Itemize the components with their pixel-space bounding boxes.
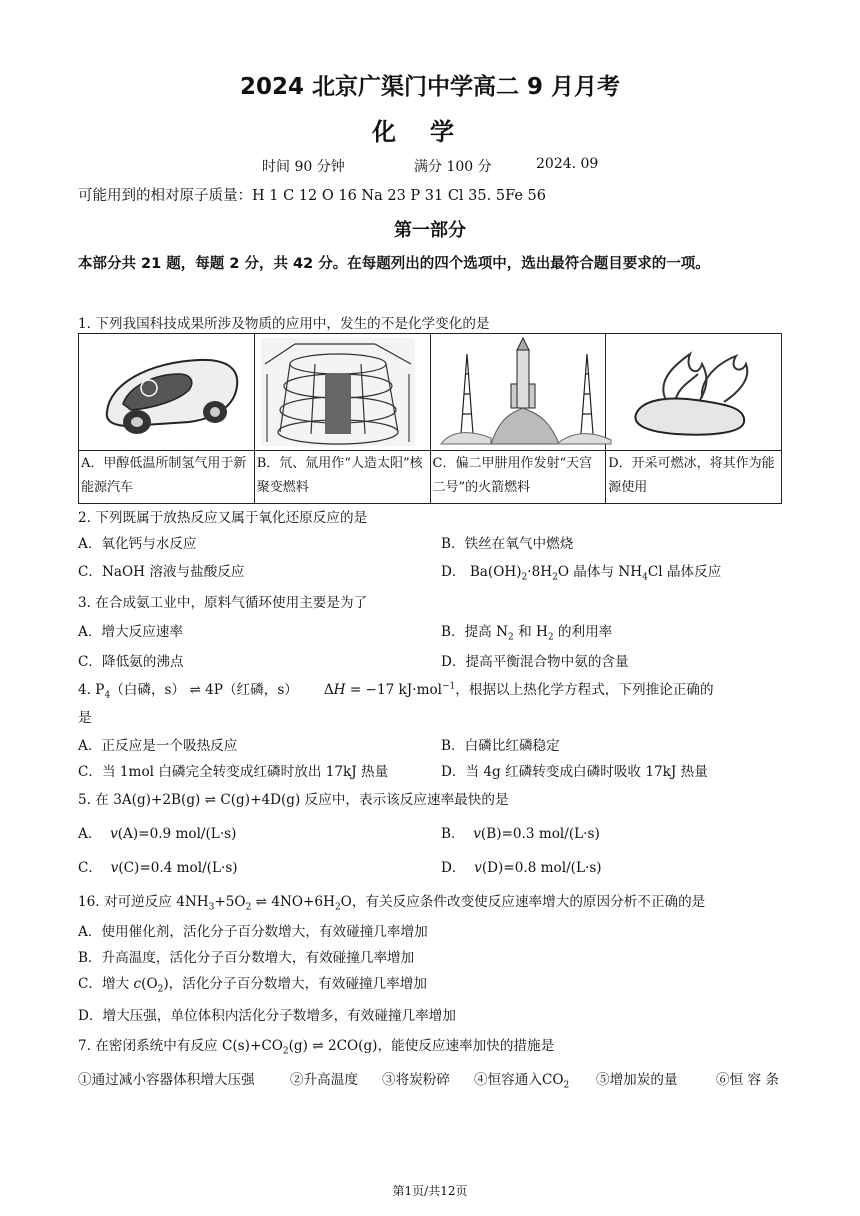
q2-option-d[interactable]: D． $Ba(OH)_2\cdot 8H_2O$ 晶体与 $NH_4Cl$ 晶体反应 <box>441 564 722 583</box>
fusion-reactor-icon <box>255 334 421 450</box>
q1-image-d <box>606 334 782 451</box>
q1-stem: 1. 下列我国科技成果所涉及物质的应用中，发生的不是化学变化的是 <box>78 316 490 332</box>
q3-option-b[interactable]: B．提高 $N_2$ 和 $H_2$ 的利用率 <box>441 624 613 643</box>
q6-option-b[interactable]: B．升高温度，活化分子百分数增大，有效碰撞几率增加 <box>78 950 415 966</box>
q4-option-c[interactable]: C．当 1mol 白磷完全转变成红磷时放出 17kJ 热量 <box>78 764 389 780</box>
q7-measure-1: ①通过减小容器体积增大压强 <box>78 1072 255 1088</box>
part-instruction: 本部分共 21 题，每题 2 分，共 42 分。在每题列出的四个选项中，选出最符合题目要求的一项。 <box>78 256 710 272</box>
q6-stem: 16. 对可逆反应 $4NH_3+5O_2$ ⇌ $4NO+6H_2O$，有关反应条件改变使反应速率增大的原因分析不正确的是 <box>78 894 706 913</box>
exam-time: 时间 90 分钟 <box>262 159 345 175</box>
q3-option-d[interactable]: D．提高平衡混合物中氨的含量 <box>441 654 629 670</box>
q7-measure-3: ③将炭粉碎 <box>382 1072 450 1088</box>
q6-option-c[interactable]: C．增大 $c(O_2)$，活化分子百分数增大，有效碰撞几率增加 <box>78 976 427 995</box>
q4-option-d[interactable]: D．当 4g 红磷转变成白磷时吸收 17kJ 热量 <box>441 764 708 780</box>
hydrogen-car-icon <box>79 334 253 450</box>
q5-option-a[interactable]: A． v(A)=0.9 mol/(L·s) <box>78 826 237 842</box>
q2-option-b[interactable]: B．铁丝在氧气中燃烧 <box>441 536 574 552</box>
q4-stem: 4. $P_4$（白磷，s） ⇌ 4P（红磷，s） ΔH = −17 kJ·mol$^{-1}$，根据以上热化学方程式，下列推论正确的 <box>78 681 714 701</box>
q4-stem-cont: 是 <box>78 710 92 726</box>
q5-option-c[interactable]: C． v(C)=0.4 mol/(L·s) <box>78 860 238 876</box>
page-number: 第1页/共12页 <box>392 1184 468 1198</box>
q2-stem: 2. 下列既属于放热反应又属于氧化还原反应的是 <box>78 510 368 526</box>
q5-option-d[interactable]: D． v(D)=0.8 mol/(L·s) <box>441 860 602 876</box>
subject-title: 化学 <box>372 118 488 146</box>
q7-measure-5: ⑤增加炭的量 <box>596 1072 678 1088</box>
q1-option-a[interactable]: A．甲醇低温所制氢气用于新能源汽车 <box>79 451 255 504</box>
q3-stem: 3. 在合成氨工业中，原料气循环使用主要是为了 <box>78 595 368 611</box>
q5-stem: 5. 在 3A(g)+2B(g) ⇌ C(g)+4D(g) 反应中，表示该反应速率最快的是 <box>78 792 509 808</box>
q5-option-b[interactable]: B． v(B)=0.3 mol/(L·s) <box>441 826 600 842</box>
q6-option-d[interactable]: D．增大压强，单位体积内活化分子数增多，有效碰撞几率增加 <box>78 1008 456 1024</box>
q1-option-b[interactable]: B．氘、氚用作“人造太阳”核聚变燃料 <box>254 451 430 504</box>
q1-option-table <box>78 333 782 504</box>
q7-measure-6: ⑥恒 容 条 <box>716 1072 780 1088</box>
part-title: 第一部分 <box>394 220 466 241</box>
q7-measure-4: ④恒容通入$CO_2$ <box>474 1072 570 1091</box>
full-score: 满分 100 分 <box>414 159 492 175</box>
q3-option-c[interactable]: C．降低氨的沸点 <box>78 654 184 670</box>
q1-option-d[interactable]: D．开采可燃冰，将其作为能源使用 <box>606 451 782 504</box>
q1-image-c <box>430 334 606 451</box>
q4-option-a[interactable]: A．正反应是一个吸热反应 <box>78 738 238 754</box>
exam-title: 2024 北京广渠门中学高二 9 月月考 <box>239 74 621 100</box>
q7-measure-2: ②升高温度 <box>290 1072 358 1088</box>
q7-stem: 7. 在密闭系统中有反应 $C(s)+CO_2(g)$ ⇌ 2CO(g)，能使反应速率加快的措施是 <box>78 1038 555 1057</box>
q3-option-a[interactable]: A．增大反应速率 <box>78 624 183 640</box>
q2-option-c[interactable]: C．NaOH 溶液与盐酸反应 <box>78 564 245 580</box>
q4-option-b[interactable]: B．白磷比红磷稳定 <box>441 738 560 754</box>
atomic-masses: 可能用到的相对原子质量：H 1 C 12 O 16 Na 23 P 31 Cl 35. 5Fe 56 <box>78 188 546 204</box>
q1-image-a <box>79 334 255 451</box>
q2-option-a[interactable]: A．氧化钙与水反应 <box>78 536 197 552</box>
burning-ice-icon <box>606 334 778 450</box>
q1-image-b <box>254 334 430 451</box>
q1-option-c[interactable]: C．偏二甲肼用作发射“天宫二号”的火箭燃料 <box>430 451 606 504</box>
q6-option-a[interactable]: A．使用催化剂，活化分子百分数增大，有效碰撞几率增加 <box>78 924 428 940</box>
rocket-launch-icon <box>431 334 617 450</box>
exam-date: 2024. 09 <box>536 156 599 172</box>
